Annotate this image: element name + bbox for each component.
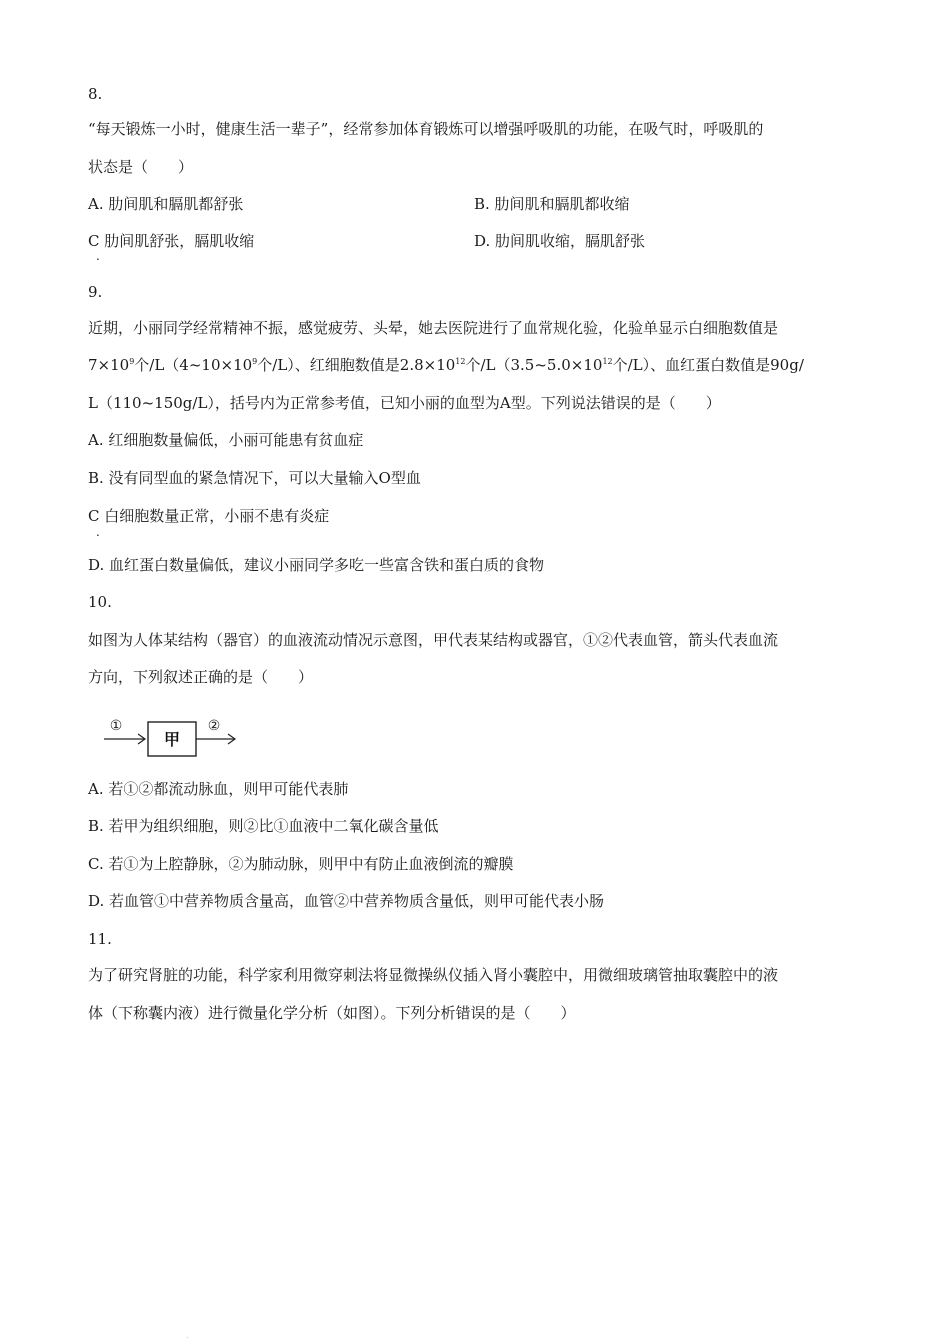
q9-stem-line3: L（110~150g/L），括号内为正常参考值，已知小丽的血型为A型。下列说法错误的是（ ） <box>88 394 721 412</box>
q9-option-c-dot: . <box>96 525 100 539</box>
q10-option-b: B. 若甲为组织细胞，则②比①血液中二氧化碳含量低 <box>88 817 439 835</box>
q9-number: 9. <box>88 283 103 301</box>
q10-option-a: A. 若①②都流动脉血，则甲可能代表肺 <box>88 780 349 798</box>
q11-stem-line1: 为了研究肾脏的功能，科学家利用微穿刺法将显微操纵仪插入肾小囊腔中，用微细玻璃管抽取囊腔中的液 <box>88 966 779 984</box>
q9-option-b: B. 没有同型血的紧急情况下，可以大量输入O型血 <box>88 469 421 487</box>
vessel-1-label: ① <box>109 718 123 734</box>
q8-option-c-dot: . <box>96 249 100 263</box>
q9-option-d: D. 血红蛋白数量偏低，建议小丽同学多吃一些富含铁和蛋白质的食物 <box>88 556 545 574</box>
q10-option-c: C. 若①为上腔静脉，②为肺动脉，则甲中有防止血液倒流的瓣膜 <box>88 855 514 873</box>
q8-option-b: B. 肋间肌和膈肌都收缩 <box>474 195 630 213</box>
q10-number: 10. <box>88 593 112 611</box>
q9-option-c: C 白细胞数量正常，小丽不患有炎症 <box>88 507 330 525</box>
q9-option-a: A. 红细胞数量偏低，小丽可能患有贫血症 <box>88 431 364 449</box>
q11-stem-line2: 体（下称囊内液）进行微量化学分析（如图）。下列分析错误的是（ ） <box>88 1004 576 1022</box>
q8-option-d: D. 肋间肌收缩，膈肌舒张 <box>474 232 646 250</box>
blood-flow-diagram <box>100 714 240 760</box>
q9-stem-line1: 近期，小丽同学经常精神不振，感觉疲劳、头晕，她去医院进行了血常规化验，化验单显示白细胞数值是 <box>88 319 779 337</box>
q10-stem-line2: 方向，下列叙述正确的是（ ） <box>88 668 314 686</box>
q8-stem-line2: 状态是（ ） <box>88 158 194 176</box>
q8-number: 8. <box>88 85 103 103</box>
organ-box-label: 甲 <box>163 730 181 749</box>
q10-stem-line1: 如图为人体某结构（器官）的血液流动情况示意图，甲代表某结构或器官，①②代表血管，箭头代表血流 <box>88 631 779 649</box>
q9-stem-line2: $7\times 10^9$个$/L(4\sim 10\times 10^9$个/L）、红细胞数值是$2.8\times 10^{12}$个$/L(3.5\sim 5.0\times 10^{12}$个/L）、血红蛋白数值是90g/ <box>88 356 804 374</box>
footer-dot: . <box>186 1331 189 1340</box>
q8-stem-line1: “每天锻炼一小时，健康生活一辈子”，经常参加体育锻炼可以增强呼吸肌的功能，在吸气时，呼吸肌的 <box>88 120 764 138</box>
q8-option-a: A. 肋间肌和膈肌都舒张 <box>88 195 244 213</box>
q11-number: 11. <box>88 930 112 948</box>
q8-option-c: C 肋间肌舒张，膈肌收缩 <box>88 232 255 250</box>
vessel-2-label: ② <box>207 718 221 734</box>
q10-option-d: D. 若血管①中营养物质含量高，血管②中营养物质含量低，则甲可能代表小肠 <box>88 892 605 910</box>
